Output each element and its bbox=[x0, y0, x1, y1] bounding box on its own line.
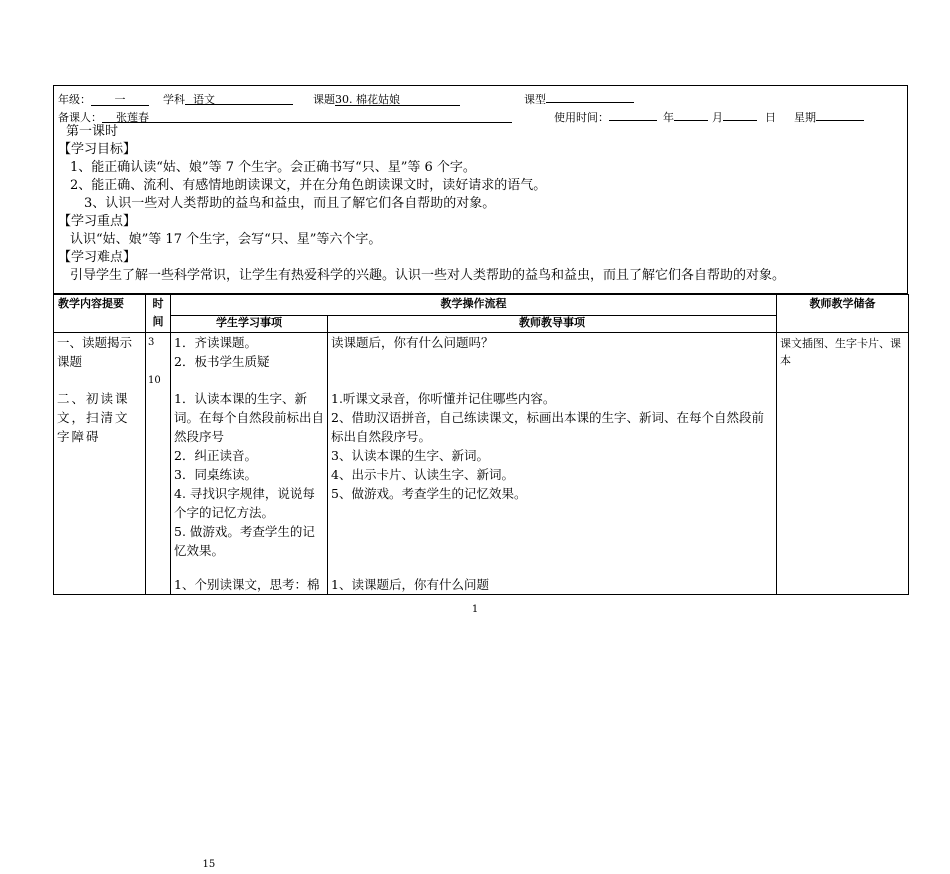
teacher-row-2: 1.听课文录音，你听懂并记住哪些内容。 2、借助汉语拼音，自己练读课文，标画出本课的生字、新词、在每个自然段前标出自然段序号。 3、认读本课的生字、新词。 4、出示卡片、认读生字、新词。 5、做游戏。考查学生的记忆效果。 bbox=[331, 391, 764, 501]
student-row-2: 1．认读本课的生字、新词。在每个自然段前标出自然段序号 2．纠正读音。 3．同桌练读。 4. 寻找识字规律，说说每个字的记忆方法。 5. 做游戏。考查学生的记忆效果。 bbox=[174, 391, 325, 558]
header-row-1 bbox=[58, 89, 634, 108]
table-row bbox=[54, 577, 909, 595]
topic-value: 30. 棉花姑娘 bbox=[335, 92, 460, 106]
year-blank bbox=[609, 107, 657, 121]
prep-cell-3 bbox=[777, 577, 909, 595]
goal-2: 2、能正确、流利、有感情地朗读课文，并在分角色朗读课文时，读好请求的语气。 bbox=[70, 178, 547, 193]
student-cell-3 bbox=[171, 577, 328, 595]
month-label: 月 bbox=[712, 111, 723, 124]
week-blank bbox=[816, 107, 864, 121]
table-header-row bbox=[54, 295, 909, 316]
header-content-label: 教学内容提要 bbox=[58, 297, 124, 310]
lesson-info-box bbox=[53, 85, 908, 294]
week-label: 星期 bbox=[794, 111, 816, 124]
header-flow bbox=[171, 295, 777, 316]
sub-student bbox=[171, 316, 328, 333]
sub-teacher-label: 教师教导事项 bbox=[519, 316, 585, 329]
type-label: 课型 bbox=[524, 93, 546, 106]
header-flow-label: 教学操作流程 bbox=[440, 297, 507, 310]
page-number: 1 bbox=[471, 604, 479, 615]
type-blank bbox=[546, 89, 634, 103]
header-time bbox=[146, 295, 171, 333]
grade-label: 年级： bbox=[58, 93, 91, 106]
month-blank bbox=[674, 107, 708, 121]
table-row bbox=[54, 333, 909, 578]
header-prep-label: 教师教学储备 bbox=[809, 297, 876, 310]
year-label: 年 bbox=[663, 111, 674, 124]
header-row-2 bbox=[58, 107, 864, 126]
prep-row-1: 课文插图、生字卡片、课本 bbox=[780, 337, 901, 367]
sub-teacher bbox=[328, 316, 777, 333]
topic-label: 课题 bbox=[313, 93, 335, 106]
header-time-label: 时间 bbox=[152, 297, 164, 328]
use-time-label: 使用时间： bbox=[554, 111, 609, 124]
day-label: 日 bbox=[765, 111, 776, 124]
sub-student-label: 学生学习事项 bbox=[216, 316, 282, 329]
time-cell bbox=[146, 333, 216, 870]
teaching-plan-table bbox=[53, 294, 909, 870]
session-title: 第一课时 bbox=[66, 124, 119, 139]
difficult-text: 引导学生了解一些科学常识，让学生有热爱科学的兴趣。认识一些对人类帮助的益鸟和益虫，而且了解它们各自帮助的对象。 bbox=[70, 268, 786, 283]
teacher-cell-3 bbox=[328, 577, 777, 595]
subject-value: 语文 bbox=[185, 92, 293, 105]
preparer-label: 备课人： bbox=[58, 111, 102, 124]
content-row-2: 二、初读课文，扫清文字障碍 bbox=[57, 391, 130, 444]
time-row-3: 15 bbox=[202, 858, 216, 870]
teacher-cell bbox=[328, 333, 777, 578]
key-text: 认识“姑、娘”等 17 个生字，会写“只、星”等六个字。 bbox=[70, 232, 382, 247]
subject-label: 学科 bbox=[163, 93, 185, 106]
time-cell-3 bbox=[146, 577, 171, 595]
goals-title: 【学习目标】 bbox=[58, 142, 137, 157]
grade-value: 一 bbox=[91, 92, 149, 106]
content-cell-3 bbox=[54, 577, 146, 595]
student-row-3: 1、个别读课文，思考：棉 bbox=[174, 577, 320, 592]
teacher-row-1: 读课题后，你有什么问题吗？ bbox=[331, 335, 494, 350]
content-cell bbox=[54, 333, 146, 578]
key-title: 【学习重点】 bbox=[58, 214, 137, 229]
time-row-1: 3 bbox=[148, 337, 155, 348]
header-content bbox=[54, 295, 146, 333]
goal-3: 3、认识一些对人类帮助的益鸟和益虫，而且了解它们各自帮助的对象。 bbox=[84, 196, 496, 211]
student-cell bbox=[171, 333, 328, 578]
student-row-1: 1．齐读课题。 2．板书学生质疑 bbox=[174, 335, 270, 369]
day-blank bbox=[723, 107, 757, 121]
teacher-row-3: 1、读课题后，你有什么问题 bbox=[331, 577, 489, 592]
content-row-1: 一、读题揭示课题 bbox=[57, 335, 133, 369]
prep-cell bbox=[777, 333, 909, 578]
goal-1: 1、能正确认读“姑、娘”等 7 个生字。会正确书写“只、星”等 6 个字。 bbox=[70, 160, 476, 175]
header-prep bbox=[777, 295, 909, 333]
preparer-value: 张莲春 bbox=[102, 110, 512, 123]
time-row-2: 10 bbox=[148, 375, 161, 386]
difficult-title: 【学习难点】 bbox=[58, 250, 137, 265]
